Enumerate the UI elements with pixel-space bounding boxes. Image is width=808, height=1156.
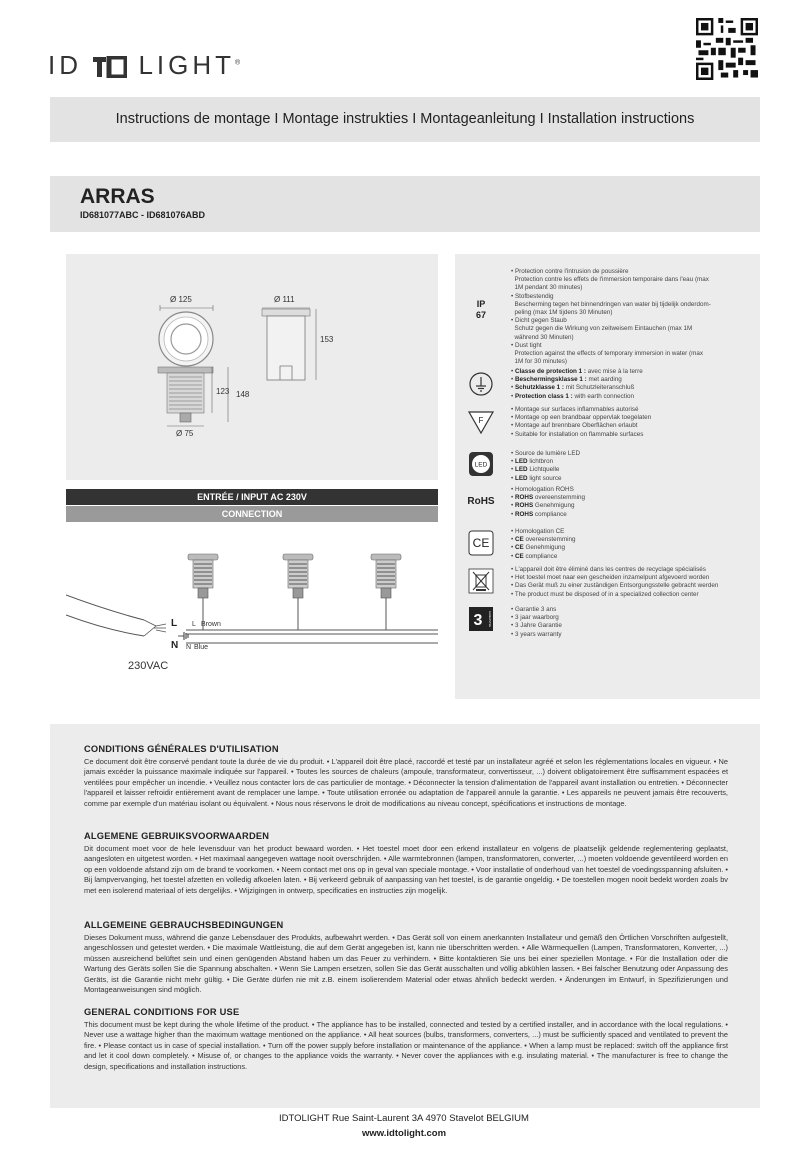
cert-bold: ROHS [514,494,534,502]
bullet: • [511,458,515,466]
bullet: • [511,392,515,400]
cert-line [511,276,756,284]
cert-bold: LED [514,458,528,466]
cert-bold: LED [514,466,528,474]
condition-heading: GENERAL CONDITIONS FOR USE [84,1007,240,1017]
cert-line [511,431,756,439]
cert-line-text: overeenstemming [523,536,576,544]
bullet: • [511,414,515,422]
cert-line-text: Montage op een brandbaar oppervlak toegelaten [514,414,652,422]
condition-text: Dit document moet voor de hele levensduur van het product bewaard worden. • Het toestel moet door een erkend installateur en volgens de plaatselijk geldende reglementering geplaatst, aangesloten en uitgetest worden. • Het maximaal aangegeven wattage nooit overschrijden. • Alle warmtebronnen (lampen, transformatoren, converter, ...) moeten voldoende geventileerd worden en op een voldoende afstand zijn om de brand te voorkomen. • Neem contact met ons op in geval van speciale montage. • Voor installatie of onderhoud van het toestel de voedingsspanning afsluiten. • Bij lampvervanging, het toestel afzetten en volledig afkoelen laten. • Bij verkeerd gebruik of aanpassing van het toestel, is de garantie ongeldig. • De toestellen mogen nooit bedekt worden zoals bv met een isolerend materiaal of iets dergelijks. • Wijzigingen in ontwerp, specificaties en instructies zijn mogelijk. [84,844,728,895]
bullet: • [511,368,515,375]
cert-line [511,475,756,483]
cert-bold: ROHS [514,510,534,518]
earth-class1-icon [467,370,495,398]
footer-website[interactable]: www.idtolight.com [361,1128,447,1139]
voltage-label: 230VAC [128,660,169,672]
bullet: • [511,341,515,349]
cert-text [511,450,756,483]
cert-line-text: Homologation CE [514,528,565,535]
input-bar: ENTRÉE / INPUT AC 230V [66,489,438,505]
cert-line-text: Het toestel moet naar een gescheiden inzamelpunt afgevoerd worden [514,574,710,582]
dim-d111: Ø 111 [274,295,295,304]
cert-line [511,536,756,544]
cert-line [511,350,756,358]
bullet: • [511,528,515,535]
bullet: • [511,630,515,638]
cert-line [511,309,756,317]
guarantee-number: 3 [473,612,483,629]
bullet: • [511,590,515,598]
bullet: • [511,574,515,582]
wire-blue-label: Blue [194,644,209,651]
cert-line [511,494,756,502]
cert-line-text: während 30 Minuten) [514,333,574,341]
cert-line [511,414,756,422]
cert-line-text: Montage sur surfaces inflammables autorisé [514,406,639,413]
led-icon [467,450,495,478]
cert-bold: Schutzklasse 1 : [514,384,564,392]
cert-line [511,466,756,474]
instructions-title: Instructions de montage I Montage instrukties I Montageanleitung I Installation instructions [115,111,695,127]
ce-mark-icon [467,529,495,557]
cert-line [511,317,756,325]
cert-line [511,553,756,561]
cert-bold: CE [514,536,524,544]
cert-line-text: Genehmigung [533,502,575,510]
bullet: • [511,614,515,622]
ip-text: IP [476,299,486,309]
condition-section [84,920,728,995]
cert-text [511,368,756,401]
cert-line [511,268,756,276]
cert-line-text: Stofbestendig [514,292,554,300]
flammable-surface-icon [467,408,495,436]
bullet: • [511,622,515,630]
fixture-2 [283,554,313,630]
product-header [50,176,760,232]
condition-section [84,744,728,809]
cert-line-text: light source [527,474,562,482]
bullet: • [511,376,515,384]
bullet: • [511,422,515,430]
cert-line-text: The product must be disposed of in a specialized collection center [514,590,699,598]
cert-line [511,325,756,333]
bullet: • [511,292,515,300]
cert-line [511,422,756,430]
cert-line [511,284,756,292]
cert-line [511,606,756,614]
cert-line [511,502,756,510]
conditions-panel [50,724,760,1108]
dim-d75: Ø 75 [176,429,194,438]
fixture-1 [188,554,218,630]
cert-line-text: with earth connection [572,392,634,400]
cert-line [511,293,756,301]
guarantee-text: GUARANTEE [488,610,491,628]
bullet: • [511,406,515,413]
cert-line [511,582,756,590]
cert-line-text: Dicht gegen Staub [514,317,567,325]
cert-line-text: Garantie 3 ans [514,606,557,613]
wiring-diagram [66,540,438,660]
cert-line-text: Genehmigung [523,544,566,552]
cert-line-text: Das Gerät muß zu einer zuständigen Entsorgungsstelle gebracht werden [514,582,719,590]
cert-line-text: Lichtquelle [527,466,560,474]
cert-line [511,544,756,552]
brand-logo [48,50,240,81]
bullet: • [511,268,515,275]
bullet: • [511,566,515,573]
cert-line [511,591,756,599]
f-letter: F [478,416,484,425]
cert-text [511,528,756,561]
cert-line [511,393,756,401]
cert-line-text: avec mise à la terre [586,368,643,375]
cert-line-text: 3 jaar waarborg [514,614,559,622]
dim-h153: 153 [320,335,334,344]
rohs-text: RoHS [467,495,495,507]
cert-line [511,631,756,639]
cert-line-text: Protection contre l'intrusion de poussière [514,268,629,275]
cert-line-text: 1M for 30 minutes) [514,358,567,366]
cert-bold: ROHS [514,502,534,510]
cert-line [511,622,756,630]
cert-line-text: peling (max 1M tijdens 30 Minuten) [514,309,613,317]
rohs-icon [467,487,495,515]
wire-l-label: L [171,618,178,629]
cert-bold: LED [514,474,528,482]
certifications-panel [455,254,760,699]
footer-address: IDTOLIGHT Rue Saint-Laurent 3A 4970 Stavelot BELGIUM [279,1113,529,1124]
registered-mark: ® [235,59,241,67]
bullet: • [511,317,515,325]
fixture-3 [371,554,401,630]
weee-bin-icon [467,567,495,595]
qr-code [696,18,758,80]
cert-line-text: Schutz gegen die Wirkung von zeitweisem Eintauchen (max 1M [514,325,693,333]
cert-line-text: 3 Jahre Garantie [514,622,562,630]
cert-line [511,458,756,466]
product-name: ARRAS [80,185,155,208]
cert-line-text: overeenstemming [533,494,585,502]
cert-line [511,528,756,536]
cert-line-text: 1M pendant 30 minutes) [514,284,583,292]
brand-logo-right: LIGHT [138,50,236,80]
dimension-drawing [66,254,438,480]
cert-line [511,376,756,384]
cert-line [511,384,756,392]
cert-text [511,606,756,639]
cert-line-text: compliance [523,552,558,560]
wire-n-label: N [171,640,179,651]
cert-line-text: Protection against the effects of temporary immersion in water (max [514,350,704,358]
cert-line-text: Suitable for installation on flammable surfaces [514,430,644,438]
cert-line-text: 3 years warranty [514,630,562,638]
cert-line-text: Homologation ROHS [514,486,574,493]
condition-heading: CONDITIONS GÉNÉRALES D'UTILISATION [84,744,279,754]
cert-line [511,486,756,494]
wire-n-small: N [186,644,192,651]
cert-line [511,301,756,309]
ip67-icon [467,296,495,324]
cert-line [511,511,756,519]
cert-line-text: Source de lumière LED [514,450,581,457]
condition-heading: ALLGEMEINE GEBRAUCHSBEDINGUNGEN [84,920,284,930]
cert-line [511,406,756,414]
cert-line [511,368,756,376]
brand-logo-left: ID [48,50,82,80]
guarantee-3-icon [467,605,495,633]
cert-line [511,358,756,366]
cert-line-text: met aarding [586,376,622,384]
ce-text: CE [472,536,490,550]
bullet: • [511,450,515,457]
product-codes: ID681077ABC - ID681076ABD [80,210,206,220]
cert-line [511,574,756,582]
condition-section [84,1007,728,1072]
condition-text: Ce document doit être conservé pendant toute la durée de vie du produit. • L'appareil doit être placé, raccordé et testé par un installateur agréé et selon les réglementations locales en vigueur. • Ne jamais excéder la puissance maximale indiquée sur l'appareil. • Toutes les sources de chaleurs (ampoule, transformateur, convertisseur, ...) doivent obligatoirement être suffisamment espacées et ventilées pour empêcher un incendie. • Veuillez nous contacter lors de cas particulier de montage. • Déconnecter la tension d'alimentation de l'appareil avant installation ou entretien. • Déconnecter l'appareil et laisser refroidir entièrement avant de remplacer une lampe. • Toute utilisation erronée ou adaptation de l'appareil annule la garantie. • Les appareils ne peuvent jamais être recouverts, comme par exemple d'un matériau isolant ou équivalent. • Nous nous réservons le droit de modifications au niveau concept, spécifications et instructions de montage. [84,757,728,808]
cert-text [511,268,756,366]
cert-bold: Protection class 1 : [514,392,573,400]
cert-line-text: compliance [533,510,567,518]
bullet: • [511,510,515,518]
cert-line [511,342,756,350]
bullet: • [511,384,515,392]
condition-section [84,831,728,896]
bullet: • [511,544,515,552]
wire-l-small: L [192,621,196,628]
bullet: • [511,430,515,438]
cert-text [511,486,756,519]
instructions-banner [50,97,760,142]
bullet: • [511,466,515,474]
bullet: • [511,582,515,590]
bullet: • [511,494,515,502]
dim-d125: Ø 125 [170,295,192,304]
dim-h148: 148 [236,390,250,399]
cert-line [511,566,756,574]
connection-bar: CONNECTION [66,506,438,522]
ip-number: 67 [475,310,486,320]
bullet: • [511,552,515,560]
bullet: • [511,606,515,613]
bullet: • [511,536,515,544]
logo-to-icon [93,56,127,78]
cert-line [511,334,756,342]
cert-line-text: L'appareil doit être éliminé dans les centres de recyclage spécialisés [514,566,706,573]
bullet: • [511,502,515,510]
bullet: • [511,474,515,482]
bullet: • [511,486,515,493]
condition-heading: ALGEMENE GEBRUIKSVOORWAARDEN [84,831,270,841]
cert-bold: CE [514,544,524,552]
wire-brown-label: Brown [201,621,221,628]
cert-bold: CE [514,552,524,560]
cert-line [511,614,756,622]
cert-text [511,566,756,599]
cert-line-text: Protection contre les effets de l'immersion temporaire dans l'eau (max [514,276,709,284]
cert-line-text: Bescherming tegen het binnendringen van water bij tijdelijk onderdom- [514,300,711,308]
dimension-drawing-panel [66,254,438,480]
cert-line [511,450,756,458]
cert-bold: Classe de protection 1 : [514,368,587,375]
condition-text: This document must be kept during the whole lifetime of the product. • The appliance has to be installed, connected and tested by a certified installer, and in accordance with the local regulations. • Never use a wattage higher than the maximum wattage mentioned on the appliance. • All heat sources (bulbs, transformers, converters, ...) must be sufficiently spaced and ventilated to prevent the fire. • Please contact us in case of special installation. • Turn off the power supply before installation or maintenance of the appliance. • When a lamp must be replaced: switch off the appliance first and let it cool down completely. • Misuse of, or changes to the appliance voids the warranty. • Never cover the appliances with e.g. insulating material. • The manufacturer is free to change the design, specifications and installation instructions. [84,1020,728,1071]
dim-h123: 123 [216,387,230,396]
cert-bold: Beschermingsklasse 1 : [514,376,587,384]
cert-line-text: lichtbron [527,458,554,466]
cert-text [511,406,756,439]
cert-line-text: mit Schutzleiteranschluß [563,384,635,392]
condition-text: Dieses Dokument muss, während die ganze Lebensdauer des Produkts, aufbewahrt werden. • Das Gerät soll von einem anerkannten Installateur und gemäß den Örtlichen Vorschriften aufgestellt, angeschlossen und getestet werden. • Die maximale Wattleistung, die auf dem Gerät angegeben ist, kann nie überschritten werden. • Alle Wärmequellen (Lampen, Transformatoren, Konverter, ...) müssen ausreichend belüftet sein und einen genügenden Abstand haben um das Feuer zu verhindern. • Bitte kontaktieren Sie uns bei einer speziellen Montage. • Für die Installation oder die Wartung des Geräts sollen Sie die Spannung abschalten. • Wenn Sie Lampen ersetzen, sollen Sie das Gerät ausschalten und völlig abkühlen lassen. • Bei falscher Benutzung oder Anpassung des Geräts, ist die Garantie nicht mehr gültig. • Die Geräte dürfen nie mit z.B. einem isolierendem Material oder etwas ähnlich bedeckt werden. • Änderungen im Entwurf, in Spezifizierungen und Montageanweisungen sind möglich. [84,933,728,995]
cert-line-text: Dust tight [514,341,542,349]
led-text: LED [474,461,488,469]
cert-line-text: Montage auf brennbare Oberflächen erlaubt [514,422,638,430]
